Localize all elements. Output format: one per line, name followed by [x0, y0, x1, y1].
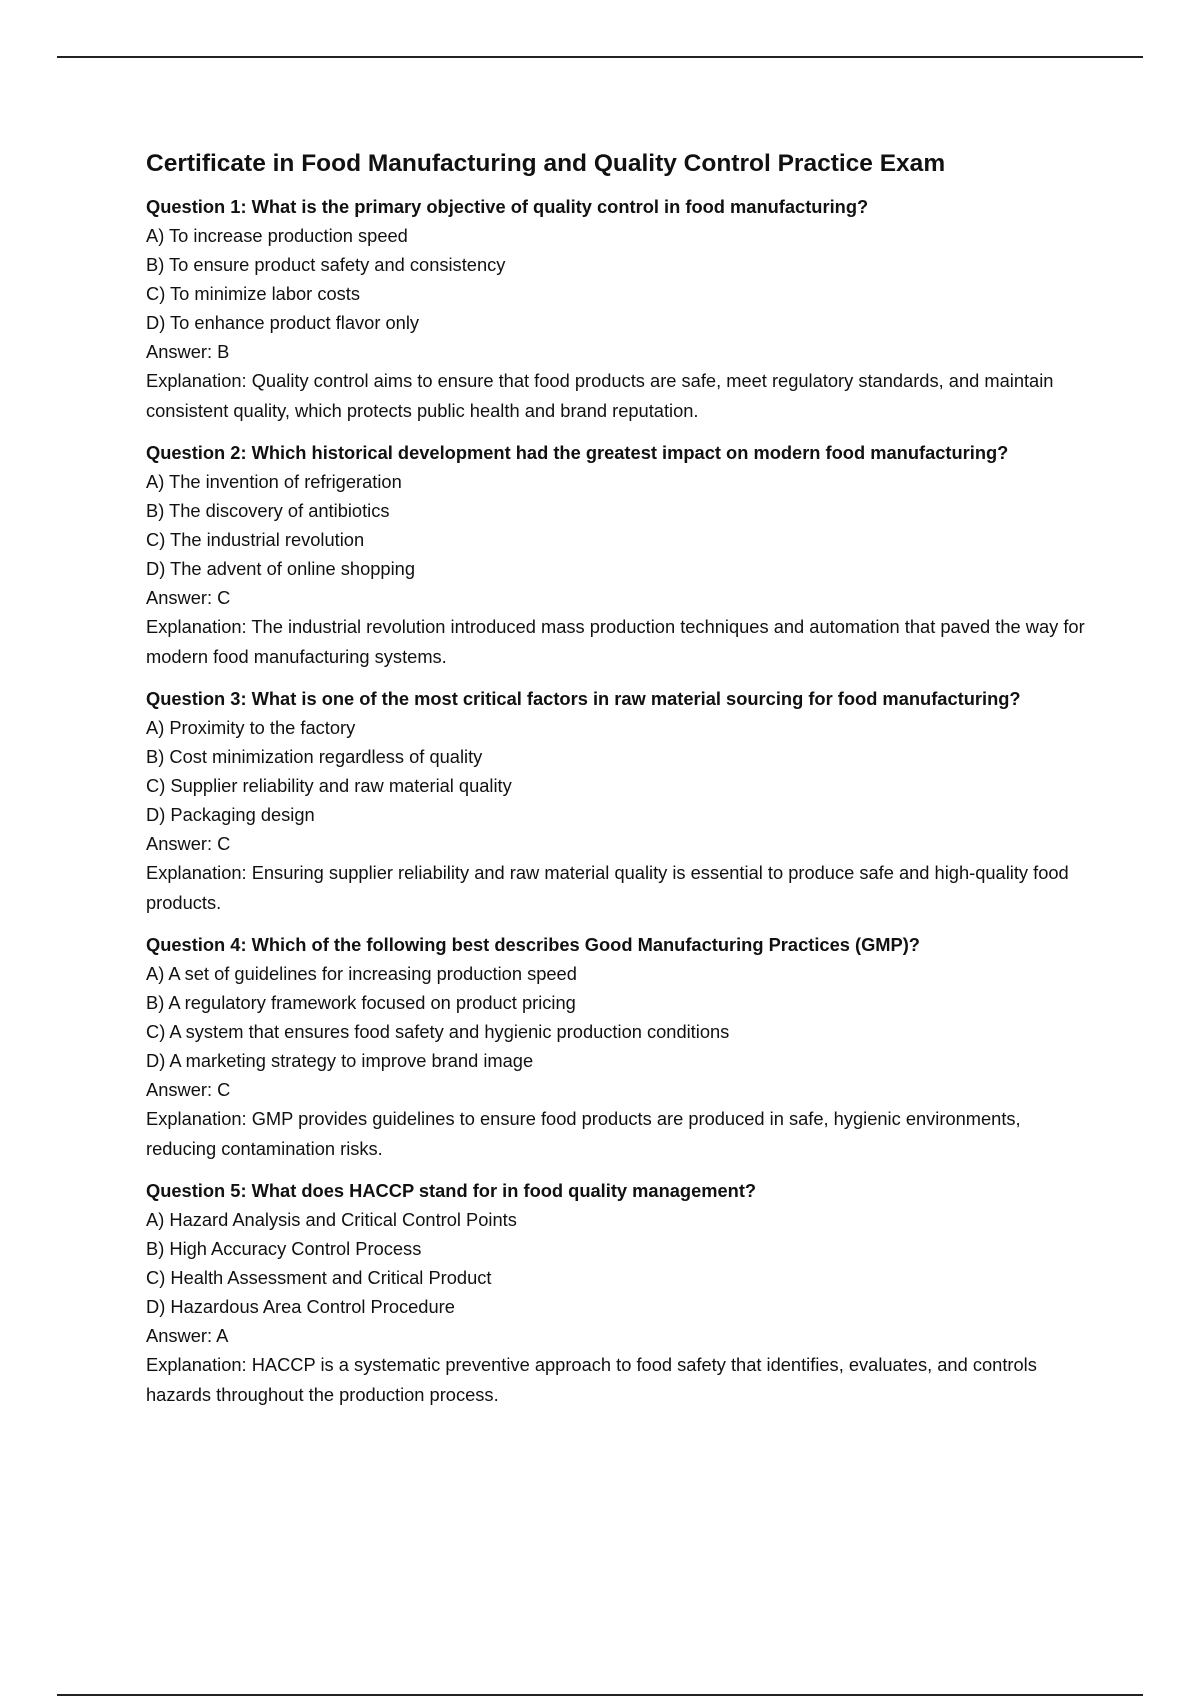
- document-body: [146, 148, 1086, 1422]
- explanation-text: Explanation: HACCP is a systematic preventive approach to food safety that identifies, evaluates, and controls hazards throughout the production process.: [146, 1354, 1037, 1405]
- option-d: D) The advent of online shopping: [146, 558, 415, 579]
- option-c: C) Health Assessment and Critical Product: [146, 1267, 492, 1288]
- option-c: C) The industrial revolution: [146, 529, 365, 550]
- question-text: Question 3: What is one of the most critical factors in raw material sourcing for food manufacturing?: [146, 688, 1021, 709]
- header-rule: [57, 56, 1143, 58]
- option-d: D) Packaging design: [146, 804, 315, 825]
- explanation-text: Explanation: GMP provides guidelines to ensure food products are produced in safe, hygienic environments, reducing contamination risks.: [146, 1108, 1021, 1159]
- document-title: Certificate in Food Manufacturing and Quality Control Practice Exam: [146, 150, 946, 177]
- question-block-5: [146, 1176, 1086, 1410]
- option-b: B) High Accuracy Control Process: [146, 1238, 422, 1259]
- footer-rule: [57, 1694, 1143, 1696]
- question-text: Question 5: What does HACCP stand for in food quality management?: [146, 1180, 757, 1201]
- question-text: Question 2: Which historical development had the greatest impact on modern food manufacturing?: [146, 442, 1009, 463]
- option-a: A) Hazard Analysis and Critical Control Points: [146, 1209, 517, 1230]
- question-block-1: [146, 192, 1086, 426]
- option-c: C) A system that ensures food safety and hygienic production conditions: [146, 1021, 730, 1042]
- option-d: D) A marketing strategy to improve brand image: [146, 1050, 534, 1071]
- explanation-text: Explanation: Quality control aims to ensure that food products are safe, meet regulatory standards, and maintain consistent quality, which protects public health and brand reputation.: [146, 370, 1054, 421]
- option-b: B) The discovery of antibiotics: [146, 500, 390, 521]
- option-c: C) Supplier reliability and raw material quality: [146, 775, 512, 796]
- option-a: A) The invention of refrigeration: [146, 471, 402, 492]
- answer-text: Answer: A: [146, 1325, 229, 1346]
- question-block-2: [146, 438, 1086, 672]
- answer-text: Answer: C: [146, 1079, 231, 1100]
- question-block-3: [146, 684, 1086, 918]
- option-d: D) To enhance product flavor only: [146, 312, 420, 333]
- option-b: B) To ensure product safety and consistency: [146, 254, 506, 275]
- explanation-text: Explanation: Ensuring supplier reliability and raw material quality is essential to produce safe and high-quality food products.: [146, 862, 1069, 913]
- option-b: B) Cost minimization regardless of quality: [146, 746, 483, 767]
- option-a: A) A set of guidelines for increasing production speed: [146, 963, 577, 984]
- option-c: C) To minimize labor costs: [146, 283, 361, 304]
- option-d: D) Hazardous Area Control Procedure: [146, 1296, 455, 1317]
- answer-text: Answer: C: [146, 587, 231, 608]
- answer-text: Answer: C: [146, 833, 231, 854]
- option-a: A) To increase production speed: [146, 225, 408, 246]
- option-b: B) A regulatory framework focused on product pricing: [146, 992, 576, 1013]
- explanation-text: Explanation: The industrial revolution introduced mass production techniques and automation that paved the way for modern food manufacturing systems.: [146, 616, 1085, 667]
- option-a: A) Proximity to the factory: [146, 717, 356, 738]
- question-text: Question 1: What is the primary objective of quality control in food manufacturing?: [146, 196, 869, 217]
- question-text: Question 4: Which of the following best describes Good Manufacturing Practices (GMP)?: [146, 934, 920, 955]
- answer-text: Answer: B: [146, 341, 230, 362]
- question-block-4: [146, 930, 1086, 1164]
